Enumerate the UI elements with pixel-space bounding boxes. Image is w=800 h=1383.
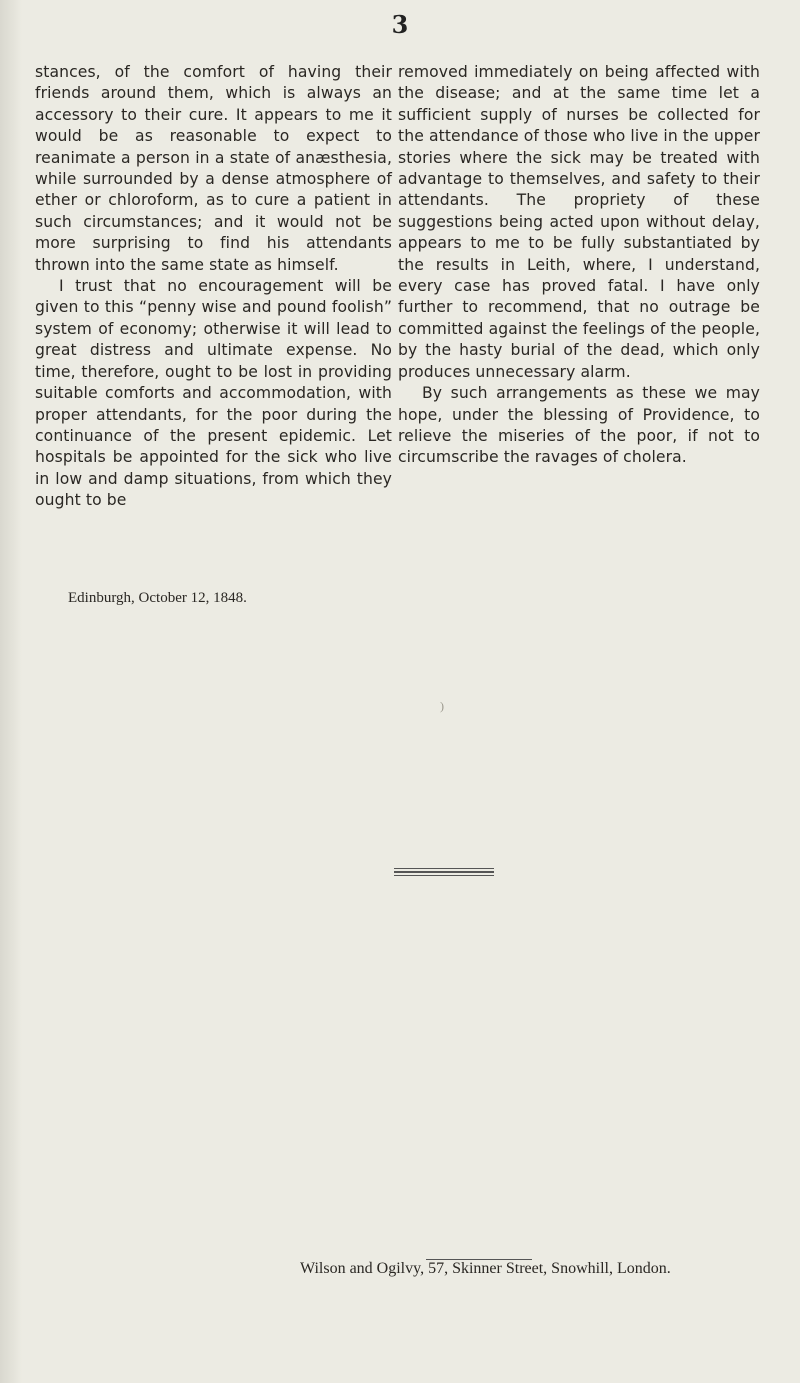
section-divider-rule [394,875,494,876]
stray-mark: ) [440,699,444,713]
section-divider-rule [394,871,494,873]
left-column [35,62,392,512]
right-paragraph-2: By such arrangements as these we may hope, under the blessing of Providence, to relieve the miseries of the poor, if not to circumscribe the ravages of cholera. [398,384,760,467]
binding-gutter [0,0,22,1383]
page-number: 3 [391,10,409,39]
right-paragraph-1: removed immediately on being affected with the disease; and at the same time let a sufficient supply of nurses be collected for the attendance of those who live in the upper stories where the sick may be treated with advantage to themselves, and safety to their attendants. The propriety of these suggestions being acted upon without delay, appears to me to be fully substantiated by the results in Leith, where, I understand, every case has proved fatal. I have only further to recommend, that no outrage be committed against the feelings of the people, by the hasty burial of the dead, which only produces unnecessary alarm. [398,63,760,381]
right-column [398,62,760,469]
left-paragraph-2: I trust that no encouragement will be given to this “penny wise and pound foolish” system of economy; otherwise it will lead to great distress and ultimate expense. No time, therefore, ought to be lost in providing suitable comforts and accommodation, with proper attendants, for the poor during the continuance of the present epidemic. Let hospitals be appointed for the sick who live in low and damp situations, from which they ought to be [35,277,392,510]
dateline: Edinburgh, October 12, 1848. [68,590,247,606]
section-divider-rule [394,868,494,869]
printer-imprint: Wilson and Ogilvy, 57, Skinner Street, Snowhill, London. [300,1260,671,1277]
left-paragraph-1: stances, of the comfort of having their friends around them, which is always an accessory to their cure. It appears to me it would be as reasonable to expect to reanimate a person in a state of anæsthesia, while surrounded by a dense atmosphere of ether or chloroform, as to cure a patient in such circumstances; and it would not be more surprising to find his attendants thrown into the same state as himself. [35,63,392,274]
